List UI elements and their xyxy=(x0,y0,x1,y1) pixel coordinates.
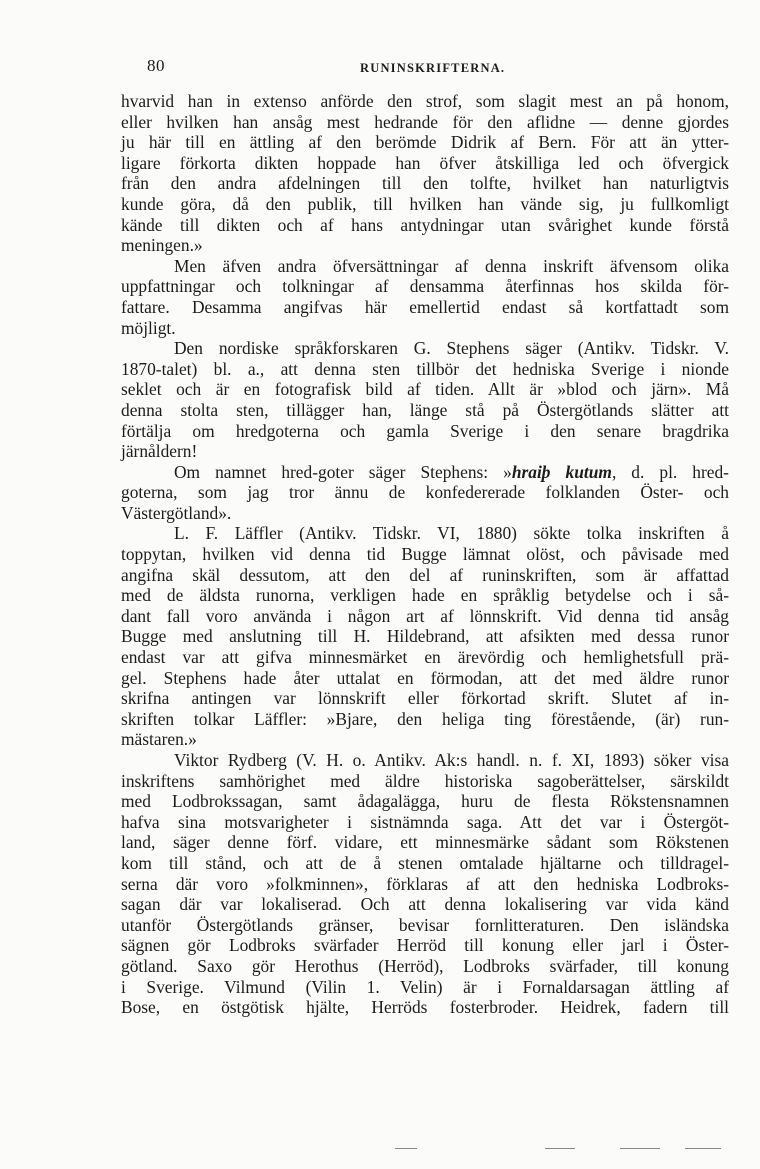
text-line: Bose, en östgötisk hjälte, Herröds fosterbroder. Heidrek, fadern till xyxy=(121,997,729,1018)
text-line: skrifna antingen var lönnskrift eller förkortad skrift. Slutet af in- xyxy=(121,688,729,709)
text-line: fattare. Desamma angifvas här emellertid endast så kortfattadt som xyxy=(121,296,729,317)
print-mark xyxy=(545,1148,575,1149)
text-line: skriften tolkar Läffler: »Bjare, den heliga ting förestående, (är) run- xyxy=(121,708,729,729)
text-line: ju här till en ättling af den berömde Didrik af Bern. För att än ytter- xyxy=(121,132,729,153)
text-line: hafva sina motsvarigheter i sistnämnda saga. Att det var i Östergöt- xyxy=(121,811,729,832)
text-line: kände till dikten och af hans antydningar utan svårighet kunde förstå xyxy=(121,214,729,235)
text-line: Om namnet hred-goter säger Stephens: »hraiþ kutum, d. pl. hred- xyxy=(174,461,729,482)
text-line: gel. Stephens hade åter uttalat en förmodan, att det med äldre runor xyxy=(121,667,729,688)
running-head: RUNINSKRIFTERNA. xyxy=(360,61,506,75)
print-mark xyxy=(620,1148,660,1149)
text-line: sägnen gör Lodbroks svärfader Herröd till konung eller jarl i Öster- xyxy=(121,935,729,956)
text-line: Men äfven andra öfversättningar af denna inskrift äfvensom olika xyxy=(174,255,729,276)
text-line: mästaren.» xyxy=(121,729,197,750)
text-line: götland. Saxo gör Herothus (Herröd), Lodbroks svärfader, till konung xyxy=(121,955,729,976)
text-line: angifna skäl dessutom, att den del af runinskriften, som är affattad xyxy=(121,564,729,585)
text-line: denna stolta sten, tillägger han, länge stå på Östergötlands slätter att xyxy=(121,399,729,420)
text-line: förtälja om hredgoterna och gamla Sverige i den senare bragdrika xyxy=(121,420,729,441)
text-line: i Sverige. Vilmund (Vilin 1. Velin) är i Fornaldarsagan ättling af xyxy=(121,976,729,997)
runic-quotation: hraiþ kutum xyxy=(511,461,612,482)
text-line: Viktor Rydberg (V. H. o. Antikv. Ak:s handl. n. f. XI, 1893) söker visa xyxy=(174,750,729,770)
text-line: med Lodbrokssagan, samt ådagalägga, huru de flesta Rökstensnamnen xyxy=(121,791,729,812)
text-line: meningen.» xyxy=(121,235,203,256)
text-line: kunde göra, då den publik, till hvilken han vände sig, ju fullkomligt xyxy=(121,193,729,214)
text-line: ligare förkorta dikten hoppade han öfver åtskilliga led och öfvergick xyxy=(121,152,729,173)
text-line: utanför Östergötlands gränser, bevisar fornlitteraturen. Den isländska xyxy=(121,914,729,935)
text-line: Västergötland». xyxy=(121,502,232,523)
text-line: kom till stånd, och att de å stenen omtalade hjältarne och tilldragel- xyxy=(121,852,729,873)
text-line: dant fall voro använda i någon art af lönnskrift. Vid denna tid ansåg xyxy=(121,605,729,626)
text-line: med de äldsta runorna, verkligen hade en språklig betydelse och i så- xyxy=(121,585,729,606)
body-text xyxy=(121,91,729,1018)
text-line: sagan där var lokaliserad. Och att denna lokalisering var vida känd xyxy=(121,894,729,915)
text-line: järnåldern! xyxy=(121,441,198,462)
text-line: Bugge med anslutning till H. Hildebrand, att afsikten med dessa runor xyxy=(121,626,729,647)
print-marks xyxy=(395,1148,725,1152)
text-line: Den nordiske språkforskaren G. Stephens säger (Antikv. Tidskr. V. xyxy=(174,338,729,359)
text-line: toppytan, hvilken vid denna tid Bugge lämnat olöst, och påvisade med xyxy=(121,544,729,565)
text-line: endast var att gifva minnesmärket en ärevördig och hemlighetsfull prä- xyxy=(121,647,729,668)
print-mark xyxy=(395,1148,417,1149)
text-line: hvarvid han in extenso anförde den strof, som slagit mest an på honom, xyxy=(121,91,729,111)
text-line: land, säger denne förf. vidare, ett minnesmärke sådant som Rökstenen xyxy=(121,832,729,853)
text-line: L. F. Läffler (Antikv. Tidskr. VI, 1880) sökte tolka inskriften å xyxy=(174,523,729,544)
text-line: uppfattningar och tolkningar af densamma återfinnas hos skilda för- xyxy=(121,276,729,297)
text-line: möjligt. xyxy=(121,317,176,338)
text-line: serna där voro »folkminnen», förklaras af att den hedniska Lodbroks- xyxy=(121,873,729,894)
text-line: 1870-talet) bl. a., att denna sten tillbör det hedniska Sverige i nionde xyxy=(121,358,729,379)
text-line: inskriftens samhörighet med äldre historiska sagoberättelser, särskildt xyxy=(121,770,729,791)
text-line: seklet och är en fotografisk bild af tiden. Allt är »blod och järn». Må xyxy=(121,379,729,400)
page-number: 80 xyxy=(147,56,165,75)
text-line: eller hvilken han ansåg mest hedrande för den aflidne — denne gjordes xyxy=(121,111,729,132)
text-line: från den andra afdelningen till den tolfte, hvilket han naturligtvis xyxy=(121,173,729,194)
text-line: goterna, som jag tror ännu de konfedererade folklanden Öster- och xyxy=(121,482,729,503)
print-mark xyxy=(685,1148,721,1149)
